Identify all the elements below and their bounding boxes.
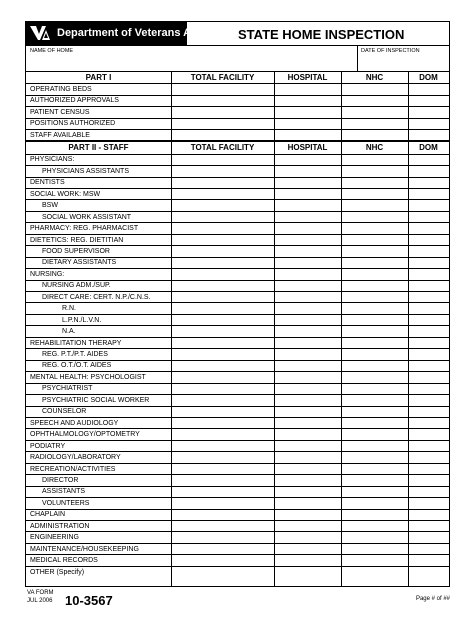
entry-cell[interactable] <box>171 107 274 117</box>
row-label: PODIATRY <box>30 442 66 450</box>
entry-cell[interactable] <box>341 292 408 302</box>
entry-cell[interactable] <box>274 567 341 586</box>
entry-cell[interactable] <box>408 452 449 462</box>
entry-cell[interactable] <box>274 200 341 210</box>
row-label: N.A. <box>62 328 76 336</box>
entry-cell[interactable] <box>274 429 341 439</box>
entry-cell[interactable] <box>171 155 274 165</box>
entry-cell[interactable] <box>408 155 449 165</box>
entry-cell[interactable] <box>408 338 449 348</box>
entry-cell[interactable] <box>408 212 449 222</box>
entry-cell[interactable] <box>274 441 341 451</box>
entry-cell[interactable] <box>341 555 408 565</box>
entry-cell[interactable] <box>274 178 341 188</box>
row-label: DIETARY ASSISTANTS <box>42 259 117 267</box>
va-form-label: VA FORM <box>27 590 54 596</box>
entry-cell[interactable] <box>171 521 274 531</box>
entry-cell[interactable] <box>274 452 341 462</box>
entry-cell[interactable] <box>408 429 449 439</box>
row-label: OPHTHALMOLOGY/OPTOMETRY <box>30 431 140 439</box>
part2-header <box>26 141 449 154</box>
entry-cell[interactable] <box>274 338 341 348</box>
entry-cell[interactable] <box>171 166 274 176</box>
row-label: PSYCHIATRIC SOCIAL WORKER <box>42 396 150 404</box>
table-row <box>26 166 449 177</box>
entry-cell[interactable] <box>408 223 449 233</box>
entry-cell[interactable] <box>274 372 341 382</box>
entry-cell[interactable] <box>274 119 341 129</box>
entry-cell[interactable] <box>171 452 274 462</box>
entry-cell[interactable] <box>341 130 408 140</box>
entry-cell[interactable] <box>171 258 274 268</box>
entry-cell[interactable] <box>171 130 274 140</box>
entry-cell[interactable] <box>171 200 274 210</box>
row-label: REHABILITATION THERAPY <box>30 339 122 347</box>
entry-cell[interactable] <box>341 155 408 165</box>
entry-cell[interactable] <box>171 475 274 485</box>
table-row <box>26 361 449 372</box>
entry-cell[interactable] <box>171 292 274 302</box>
table-row <box>26 441 449 452</box>
table-row <box>26 119 449 130</box>
entry-cell[interactable] <box>341 372 408 382</box>
entry-cell[interactable] <box>341 304 408 314</box>
entry-cell[interactable] <box>408 119 449 129</box>
row-label: NURSING ADM./SUP. <box>42 282 111 290</box>
entry-cell[interactable] <box>408 533 449 543</box>
table-row <box>26 407 449 418</box>
part1-header <box>26 71 449 84</box>
entry-cell[interactable] <box>341 452 408 462</box>
row-label: RADIOLOGY/LABORATORY <box>30 454 121 462</box>
entry-cell[interactable] <box>274 326 341 336</box>
entry-cell[interactable] <box>341 361 408 371</box>
entry-cell[interactable] <box>408 304 449 314</box>
entry-cell[interactable] <box>408 281 449 291</box>
entry-cell[interactable] <box>171 235 274 245</box>
table-row <box>26 326 449 337</box>
table-row <box>26 452 449 463</box>
entry-cell[interactable] <box>274 246 341 256</box>
entry-cell[interactable] <box>341 166 408 176</box>
entry-cell[interactable] <box>341 96 408 106</box>
entry-cell[interactable] <box>341 281 408 291</box>
entry-cell[interactable] <box>274 315 341 325</box>
entry-cell[interactable] <box>341 384 408 394</box>
entry-cell[interactable] <box>408 349 449 359</box>
inspection-form <box>25 21 450 587</box>
entry-cell[interactable] <box>274 407 341 417</box>
row-label: BSW <box>42 202 58 210</box>
entry-cell[interactable] <box>408 166 449 176</box>
form-header <box>26 22 449 46</box>
row-label: MAINTENANCE/HOUSEKEEPING <box>30 545 139 553</box>
entry-cell[interactable] <box>171 372 274 382</box>
row-label: RECREATION/ACTIVITIES <box>30 465 116 473</box>
entry-cell[interactable] <box>408 464 449 474</box>
entry-cell[interactable] <box>408 361 449 371</box>
date-of-inspection-label: DATE OF INSPECTION <box>361 48 420 54</box>
table-row <box>26 96 449 107</box>
entry-cell[interactable] <box>274 155 341 165</box>
entry-cell[interactable] <box>274 292 341 302</box>
table-row <box>26 384 449 395</box>
page-number: Page # of ## <box>415 596 450 602</box>
entry-cell[interactable] <box>274 235 341 245</box>
entry-cell[interactable] <box>171 178 274 188</box>
entry-cell[interactable] <box>274 498 341 508</box>
entry-cell[interactable] <box>274 544 341 554</box>
form-number: 10-3567 <box>65 593 113 608</box>
entry-cell[interactable] <box>171 498 274 508</box>
row-label: PHARMACY: REG. PHARMACIST <box>30 225 139 233</box>
table-row <box>26 189 449 200</box>
entry-cell[interactable] <box>408 326 449 336</box>
entry-cell[interactable] <box>341 178 408 188</box>
entry-cell[interactable] <box>274 281 341 291</box>
row-label: POSITIONS AUTHORIZED <box>30 120 116 128</box>
entry-cell[interactable] <box>341 395 408 405</box>
entry-cell[interactable] <box>341 119 408 129</box>
form-footer <box>25 588 450 618</box>
table-row <box>26 178 449 189</box>
row-label: DIETETICS: REG. DIETITIAN <box>30 236 124 244</box>
table-row <box>26 498 449 509</box>
row-label: MEDICAL RECORDS <box>30 557 98 565</box>
row-label: MENTAL HEALTH: PSYCHOLOGIST <box>30 373 146 381</box>
entry-cell[interactable] <box>274 304 341 314</box>
row-label: OPERATING BEDS <box>30 85 92 93</box>
entry-cell[interactable] <box>274 384 341 394</box>
column-header: DOM <box>419 72 438 82</box>
table-row <box>26 464 449 475</box>
entry-cell[interactable] <box>274 395 341 405</box>
entry-cell[interactable] <box>341 418 408 428</box>
entry-cell[interactable] <box>408 441 449 451</box>
entry-cell[interactable] <box>341 567 408 586</box>
entry-cell[interactable] <box>274 212 341 222</box>
entry-cell[interactable] <box>341 429 408 439</box>
row-label: VOLUNTEERS <box>42 499 90 507</box>
entry-cell[interactable] <box>341 464 408 474</box>
entry-cell[interactable] <box>171 384 274 394</box>
table-row <box>26 521 449 532</box>
entry-cell[interactable] <box>408 96 449 106</box>
row-label: R.N. <box>62 305 76 313</box>
entry-cell[interactable] <box>171 304 274 314</box>
row-label: AUTHORIZED APPROVALS <box>30 97 119 105</box>
entry-cell[interactable] <box>408 395 449 405</box>
table-row <box>26 212 449 223</box>
entry-cell[interactable] <box>408 498 449 508</box>
entry-cell[interactable] <box>408 567 449 586</box>
table-row <box>26 349 449 360</box>
entry-cell[interactable] <box>274 258 341 268</box>
entry-cell[interactable] <box>274 510 341 520</box>
row-label: PHYSICIANS: <box>30 156 75 164</box>
table-row <box>26 258 449 269</box>
table-row <box>26 304 449 315</box>
entry-cell[interactable] <box>408 269 449 279</box>
entry-cell[interactable] <box>171 269 274 279</box>
entry-cell[interactable] <box>408 84 449 94</box>
column-rule <box>171 71 172 587</box>
column-header: HOSPITAL <box>287 72 328 82</box>
entry-cell[interactable] <box>274 96 341 106</box>
entry-cell[interactable] <box>408 372 449 382</box>
home-info-row <box>26 45 449 72</box>
entry-cell[interactable] <box>408 475 449 485</box>
column-rule <box>274 71 275 587</box>
entry-cell[interactable] <box>341 349 408 359</box>
table-row <box>26 315 449 326</box>
entry-cell[interactable] <box>274 349 341 359</box>
entry-cell[interactable] <box>171 212 274 222</box>
entry-cell[interactable] <box>171 395 274 405</box>
entry-cell[interactable] <box>274 166 341 176</box>
entry-cell[interactable] <box>274 130 341 140</box>
entry-cell[interactable] <box>171 441 274 451</box>
column-header: TOTAL FACILITY <box>190 143 255 153</box>
entry-cell[interactable] <box>274 84 341 94</box>
entry-cell[interactable] <box>274 555 341 565</box>
row-label: SOCIAL WORK: MSW <box>30 190 101 198</box>
entry-cell[interactable] <box>408 246 449 256</box>
column-rule <box>341 71 342 587</box>
table-row <box>26 510 449 521</box>
row-label: DIRECTOR <box>42 476 79 484</box>
entry-cell[interactable] <box>341 498 408 508</box>
entry-cell[interactable] <box>171 407 274 417</box>
entry-cell[interactable] <box>341 521 408 531</box>
column-header: NHC <box>365 72 384 82</box>
entry-cell[interactable] <box>341 487 408 497</box>
entry-cell[interactable] <box>171 510 274 520</box>
entry-cell[interactable] <box>171 418 274 428</box>
part1-header-title: PART I <box>85 72 112 82</box>
row-label: PATIENT CENSUS <box>30 108 90 116</box>
entry-cell[interactable] <box>341 326 408 336</box>
entry-cell[interactable] <box>408 200 449 210</box>
entry-cell[interactable] <box>171 84 274 94</box>
table-row <box>26 235 449 246</box>
row-label: ASSISTANTS <box>42 488 86 496</box>
row-label: L.P.N./L.V.N. <box>62 316 102 324</box>
entry-cell[interactable] <box>341 407 408 417</box>
row-label: FOOD SUPERVISOR <box>42 247 110 255</box>
entry-cell[interactable] <box>341 212 408 222</box>
entry-cell[interactable] <box>408 555 449 565</box>
entry-cell[interactable] <box>341 544 408 554</box>
divider <box>357 45 358 71</box>
table-row <box>26 200 449 211</box>
row-label: OTHER (Specify) <box>30 568 85 576</box>
entry-cell[interactable] <box>171 338 274 348</box>
form-date: JUL 2006 <box>27 598 53 604</box>
table-row <box>26 269 449 280</box>
column-header: HOSPITAL <box>287 143 328 153</box>
entry-cell[interactable] <box>274 269 341 279</box>
row-label: COUNSELOR <box>42 408 87 416</box>
entry-cell[interactable] <box>341 269 408 279</box>
row-label: STAFF AVAILABLE <box>30 131 90 139</box>
entry-cell[interactable] <box>274 418 341 428</box>
entry-cell[interactable] <box>408 107 449 117</box>
table-row <box>26 555 449 566</box>
entry-cell[interactable] <box>171 555 274 565</box>
table-row <box>26 395 449 406</box>
table-row <box>26 567 449 587</box>
entry-cell[interactable] <box>171 544 274 554</box>
column-rule <box>408 71 409 587</box>
entry-cell[interactable] <box>408 189 449 199</box>
entry-cell[interactable] <box>171 361 274 371</box>
entry-cell[interactable] <box>341 258 408 268</box>
entry-cell[interactable] <box>341 235 408 245</box>
table-row <box>26 338 449 349</box>
entry-cell[interactable] <box>171 429 274 439</box>
entry-cell[interactable] <box>171 281 274 291</box>
agency-name: Department of Veterans Affairs <box>57 27 218 39</box>
table-row <box>26 281 449 292</box>
entry-cell[interactable] <box>274 361 341 371</box>
entry-cell[interactable] <box>171 189 274 199</box>
entry-cell[interactable] <box>274 464 341 474</box>
entry-cell[interactable] <box>341 246 408 256</box>
table-row <box>26 107 449 118</box>
table-row <box>26 533 449 544</box>
entry-cell[interactable] <box>341 315 408 325</box>
entry-cell[interactable] <box>408 544 449 554</box>
row-label: DIRECT CARE: CERT. N.P./C.N.S. <box>42 293 151 301</box>
entry-cell[interactable] <box>408 418 449 428</box>
entry-cell[interactable] <box>408 258 449 268</box>
row-label: SOCIAL WORK ASSISTANT <box>42 213 132 221</box>
entry-cell[interactable] <box>408 235 449 245</box>
table-row <box>26 155 449 166</box>
entry-cell[interactable] <box>341 475 408 485</box>
entry-cell[interactable] <box>171 464 274 474</box>
entry-cell[interactable] <box>408 130 449 140</box>
entry-cell[interactable] <box>171 315 274 325</box>
row-label: NURSING: <box>30 270 65 278</box>
va-logo-icon <box>29 25 53 41</box>
table-row <box>26 429 449 440</box>
entry-cell[interactable] <box>274 107 341 117</box>
table-row <box>26 544 449 555</box>
entry-cell[interactable] <box>171 349 274 359</box>
table-row <box>26 487 449 498</box>
column-header: TOTAL FACILITY <box>190 72 255 82</box>
part2-header-title: PART II - STAFF <box>68 143 129 153</box>
row-label: REG. P.T./P.T. AIDES <box>42 351 108 359</box>
table-row <box>26 292 449 303</box>
entry-cell[interactable] <box>341 189 408 199</box>
entry-cell[interactable] <box>171 326 274 336</box>
entry-cell[interactable] <box>274 189 341 199</box>
table-row <box>26 223 449 234</box>
table-row <box>26 372 449 383</box>
entry-cell[interactable] <box>408 384 449 394</box>
entry-cell[interactable] <box>171 487 274 497</box>
entry-cell[interactable] <box>408 487 449 497</box>
entry-cell[interactable] <box>341 84 408 94</box>
row-label: CHAPLAIN <box>30 511 66 519</box>
row-label: PHYSICIANS ASSISTANTS <box>42 167 130 175</box>
table-row <box>26 475 449 486</box>
entry-cell[interactable] <box>341 510 408 520</box>
entry-cell[interactable] <box>171 223 274 233</box>
entry-cell[interactable] <box>341 441 408 451</box>
row-label: ENGINEERING <box>30 534 80 542</box>
entry-cell[interactable] <box>341 200 408 210</box>
entry-cell[interactable] <box>341 338 408 348</box>
name-of-home-label: NAME OF HOME <box>30 48 74 54</box>
column-header: DOM <box>419 143 438 153</box>
entry-cell[interactable] <box>171 533 274 543</box>
table-row <box>26 84 449 95</box>
row-label: REG. O.T./O.T. AIDES <box>42 362 112 370</box>
entry-cell[interactable] <box>171 246 274 256</box>
row-label: ADMINISTRATION <box>30 522 90 530</box>
entry-cell[interactable] <box>274 223 341 233</box>
row-label: DENTISTS <box>30 179 65 187</box>
entry-cell[interactable] <box>341 107 408 117</box>
entry-cell[interactable] <box>171 567 274 586</box>
entry-cell[interactable] <box>274 475 341 485</box>
form-title: STATE HOME INSPECTION <box>238 27 405 42</box>
entry-cell[interactable] <box>171 96 274 106</box>
entry-cell[interactable] <box>408 407 449 417</box>
entry-cell[interactable] <box>341 223 408 233</box>
entry-cell[interactable] <box>408 178 449 188</box>
entry-cell[interactable] <box>274 521 341 531</box>
column-header: NHC <box>365 143 384 153</box>
row-label: PSYCHIATRIST <box>42 385 93 393</box>
row-label: SPEECH AND AUDIOLOGY <box>30 419 119 427</box>
entry-cell[interactable] <box>408 521 449 531</box>
entry-cell[interactable] <box>171 119 274 129</box>
table-row <box>26 246 449 257</box>
entry-cell[interactable] <box>408 315 449 325</box>
entry-cell[interactable] <box>341 533 408 543</box>
entry-cell[interactable] <box>408 510 449 520</box>
entry-cell[interactable] <box>274 487 341 497</box>
table-row <box>26 418 449 429</box>
entry-cell[interactable] <box>408 292 449 302</box>
entry-cell[interactable] <box>274 533 341 543</box>
va-banner <box>26 22 218 45</box>
